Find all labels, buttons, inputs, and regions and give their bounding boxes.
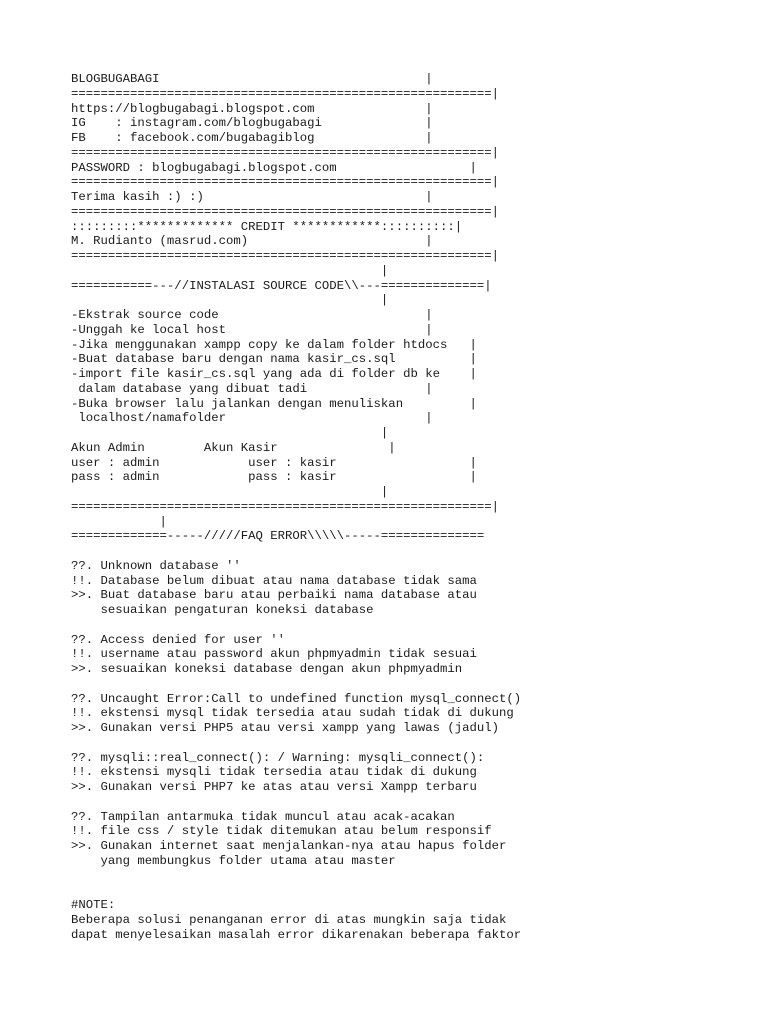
document-line: >>. Buat database baru atau perbaiki nama database atau	[71, 588, 477, 603]
document-line: |	[71, 514, 167, 529]
document-line: Beberapa solusi penanganan error di atas mungkin saja tidak	[71, 912, 507, 927]
document-line: -Buka browser lalu jalankan dengan menuliskan |	[71, 396, 477, 411]
document-line: https://blogbugabagi.blogspot.com |	[71, 101, 433, 116]
readme-text-document	[71, 72, 521, 942]
document-line: >>. Gunakan internet saat menjalankan-nya atau hapus folder	[71, 839, 507, 853]
document-line: -Unggah ke local host |	[71, 322, 433, 337]
document-line: -Jika menggunakan xampp copy ke dalam folder htdocs |	[71, 337, 477, 352]
document-line: -import file kasir_cs.sql yang ada di folder db ke |	[71, 367, 477, 381]
document-line: =============-----/////FAQ ERROR\\\\\-----==============	[71, 529, 485, 544]
document-line: =========================================================|	[71, 499, 500, 514]
document-line: Terima kasih :) :) |	[71, 190, 433, 204]
document-line: >>. Gunakan versi PHP7 ke atas atau versi Xampp terbaru	[71, 780, 477, 794]
document-line: =========================================================|	[71, 145, 500, 160]
document-line: PASSWORD : blogbugabagi.blogspot.com |	[71, 160, 477, 175]
document-line: sesuaikan pengaturan koneksi database	[71, 603, 374, 617]
document-line: >>. sesuaikan koneksi database dengan akun phpmyadmin	[71, 662, 463, 676]
document-line: !!. ekstensi mysqli tidak tersedia atau tidak di dukung	[71, 765, 477, 780]
document-line: user : admin user : kasir |	[71, 455, 477, 470]
document-line: -Ekstrak source code |	[71, 308, 433, 322]
document-line: |	[71, 485, 389, 499]
document-line: ??. Unknown database ''	[71, 558, 241, 573]
document-line	[71, 544, 521, 559]
document-line: ===========---//INSTALASI SOURCE CODE\\---==============|	[71, 278, 492, 293]
document-line: Akun Admin Akun Kasir |	[71, 440, 396, 455]
document-line: ??. Access denied for user ''	[71, 632, 286, 647]
document-line	[71, 736, 521, 751]
document-line: =========================================================|	[71, 175, 500, 190]
document-line: |	[71, 293, 389, 308]
document-line: !!. Database belum dibuat atau nama database tidak sama	[71, 573, 477, 588]
document-line: M. Rudianto (masrud.com) |	[71, 234, 433, 249]
document-line: =========================================================|	[71, 86, 500, 101]
document-line	[71, 883, 521, 898]
document-line: !!. file css / style tidak ditemukan atau belum responsif	[71, 824, 492, 839]
document-line	[71, 618, 521, 633]
document-line: -Buat database baru dengan nama kasir_cs.sql |	[71, 352, 477, 367]
document-line: FB : facebook.com/bugabagiblog |	[71, 131, 433, 145]
document-line: yang membungkus folder utama atau master	[71, 853, 396, 868]
document-line: localhost/namafolder |	[71, 411, 433, 426]
document-line: |	[71, 263, 389, 278]
document-line: ??. Uncaught Error:Call to undefined function mysql_connect()	[71, 691, 522, 706]
document-line: !!. ekstensi mysql tidak tersedia atau sudah tidak di dukung	[71, 706, 514, 721]
document-line: dalam database yang dibuat tadi |	[71, 381, 433, 396]
document-line	[71, 677, 521, 692]
document-line: #NOTE:	[71, 898, 116, 912]
document-line: >>. Gunakan versi PHP5 atau versi xampp yang lawas (jadul)	[71, 721, 500, 735]
document-line: =========================================================|	[71, 204, 500, 219]
document-line: pass : admin pass : kasir |	[71, 470, 477, 485]
document-line: :::::::::************* CREDIT ************::::::::::|	[71, 219, 463, 234]
document-line	[71, 869, 521, 884]
document-line: dapat menyelesaikan masalah error dikarenakan beberapa faktor	[71, 927, 522, 942]
document-line: |	[71, 426, 389, 440]
document-line: ??. mysqli::real_connect(): / Warning: mysqli_connect():	[71, 750, 485, 765]
document-line: IG : instagram.com/blogbugabagi |	[71, 116, 433, 131]
document-line: =========================================================|	[71, 249, 500, 263]
document-line: !!. username atau password akun phpmyadmin tidak sesuai	[71, 647, 477, 662]
document-line: BLOGBUGABAGI |	[71, 72, 433, 86]
document-line	[71, 795, 521, 810]
document-line: ??. Tampilan antarmuka tidak muncul atau acak-acakan	[71, 809, 455, 824]
